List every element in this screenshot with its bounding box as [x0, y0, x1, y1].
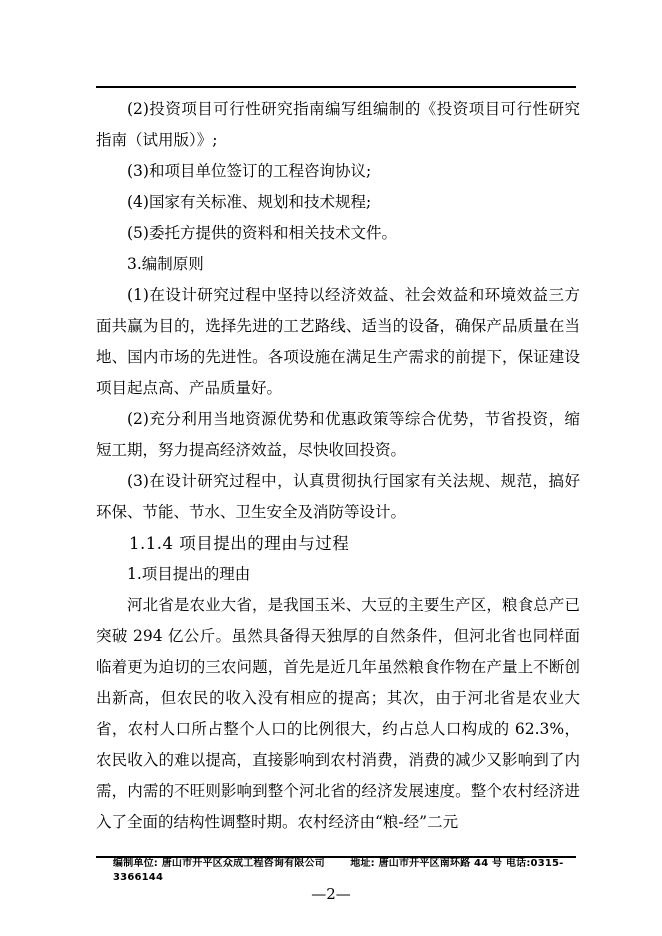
- footer-address: 唐山市开平区南环路 44 号: [378, 858, 503, 869]
- header-rule: [96, 86, 576, 88]
- paragraph-basis-4: (4)国家有关标准、规划和技术规程;: [127, 193, 372, 211]
- footer-address-label: 地址:: [350, 858, 375, 869]
- paragraph-basis-5: (5)委托方提供的资料和相关技术文件。: [127, 224, 397, 242]
- paragraph-principle-3: (3)在设计研究过程中，认真贯彻执行国家有关法规、规范，搞好环保、节能、节水、卫生安全及消防等设计。: [96, 472, 580, 521]
- paragraph-basis-2: (2)投资项目可行性研究指南编写组编制的《投资项目可行性研究指南（试用版）》;: [96, 100, 580, 149]
- footer-unit-label: 编制单位:: [113, 858, 158, 869]
- paragraph-basis-3: (3)和项目单位签订的工程咨询协议;: [127, 162, 372, 180]
- footer-unit-name: 唐山市开平区众成工程咨询有限公司: [161, 858, 325, 869]
- document-body: [96, 94, 580, 838]
- paragraph-hebei: 河北省是农业大省，是我国玉米、大豆的主要生产区，粮食总产已突破 294 亿公斤。虽然具备得天独厚的自然条件，但河北省也同样面临着更为迫切的三农问题，首先是近几年虽然粮食作物在产量上不断创出新高，但农民的收入没有相应的提高；其次，由于河北省是农业大省，农村人口所占整个人口的比例很大，约占总人口构成的 62.3%，农民收入的难以提高，直接影响到农村消费，消费的减少又影响到了内需，内需的不旺则影响到整个河北省的经济发展速度。整个农村经济进入了全面的结构性调整时期。农村经济由“粮-经”二元: [96, 596, 580, 831]
- subheading-reasons: 1.项目提出的理由: [127, 565, 251, 583]
- footer-phone-label: 电话:: [505, 858, 531, 869]
- footer-phone: 0315-3366144: [113, 858, 564, 883]
- paragraph-principle-2: (2)充分利用当地资源优势和优惠政策等综合优势，节省投资，缩短工期，努力提高经济效益，尽快收回投资。: [96, 410, 580, 459]
- page-footer: [113, 857, 568, 885]
- section-heading-1-1-4: 1.1.4 项目提出的理由与过程: [129, 534, 350, 553]
- page-number: —2—: [311, 885, 351, 903]
- paragraph-principle-1: (1)在设计研究过程中坚持以经济效益、社会效益和环境效益三方面共赢为目的，选择先进的工艺路线、适当的设备，确保产品质量在当地、国内市场的先进性。各项设施在满足生产需求的前提下，保证建设项目起点高、产品质量好。: [96, 286, 580, 397]
- section-heading-principles: 3.编制原则: [127, 255, 204, 273]
